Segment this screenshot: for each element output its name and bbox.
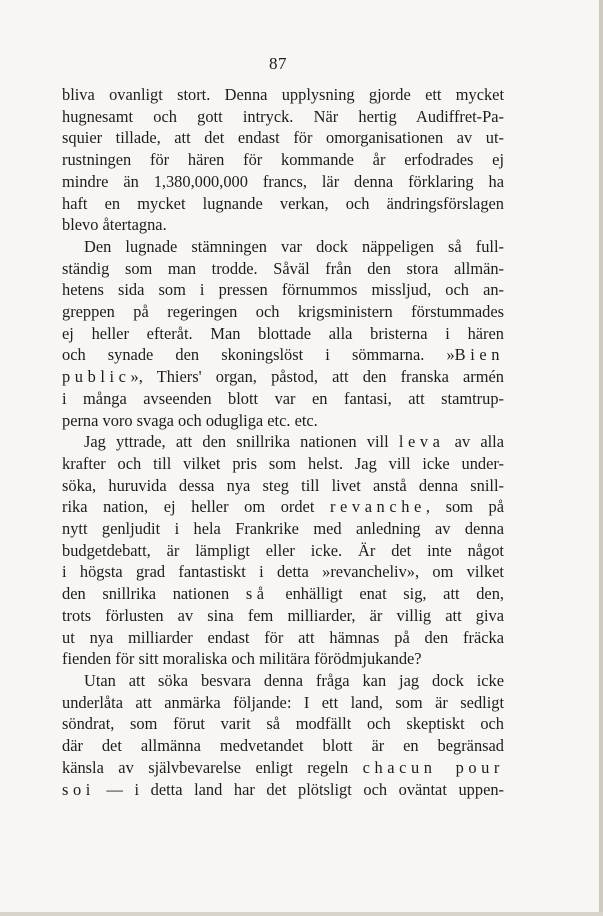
text-run: hetens sida som i pressen förnummos missljud, och an- — [62, 280, 504, 300]
text-run: och synade den skoningslöst i sömmarna. » — [62, 345, 455, 365]
text-run: hugnesamt och gott intryck. När hertig Audiffret-Pa- — [62, 106, 504, 126]
text-line — [62, 692, 504, 714]
text-line — [62, 540, 504, 562]
text-line — [62, 236, 504, 258]
text-line — [62, 627, 504, 649]
page-number: 87 — [269, 54, 287, 73]
text-run: — i detta land har det plötsligt och oväntat uppen- — [94, 779, 504, 799]
text-line — [62, 518, 504, 540]
text-run: greppen på regeringen och krigsministern förstummades — [62, 302, 504, 322]
text-line — [62, 171, 504, 193]
text-line — [62, 410, 504, 432]
text-run: där det allmänna medvetandet blott är en begränsad — [62, 736, 504, 756]
text-run: ständig som man trodde. Såväl från den stora allmän- — [62, 258, 504, 278]
text-run: fienden för sitt moraliska och militära förödmjukande? — [62, 649, 422, 669]
text-run: haft en mycket lugnande verkan, och ändringsförslagen — [62, 193, 504, 213]
text-line — [62, 279, 504, 301]
text-line — [62, 713, 504, 735]
text-line — [62, 344, 504, 366]
text-line — [62, 648, 504, 670]
spaced-emphasis: chacun pour — [362, 757, 504, 777]
text-run: i högsta grad fantastiskt i detta »revancheliv», om vilket — [62, 562, 504, 582]
text-line — [62, 149, 504, 171]
text-line — [62, 214, 504, 236]
text-run: underlåta att anmärka följande: I ett land, som är sedligt — [62, 692, 504, 712]
text-run: söka, huruvida dessa nya steg till livet anstå denna snill- — [62, 475, 504, 495]
text-line — [62, 496, 504, 518]
spaced-emphasis: så — [245, 584, 269, 604]
spaced-emphasis: Bien — [454, 345, 504, 365]
text-line — [62, 583, 504, 605]
text-line — [62, 388, 504, 410]
text-line — [62, 258, 504, 280]
text-line — [62, 779, 504, 801]
page-edge-bottom — [0, 912, 603, 916]
text-line — [62, 106, 504, 128]
text-run: Den lugnade stämningen var dock näppeligen så full- — [84, 236, 504, 256]
text-run: den snillrika nationen — [62, 584, 246, 604]
text-run: trots förlusten av sina fem milliarder, är villig att giva — [62, 605, 504, 625]
text-line — [62, 757, 504, 779]
text-run: i många avseenden blott var en fantasi, att stamtrup- — [62, 388, 504, 408]
text-run: Utan att söka besvara denna fråga kan jag dock icke — [84, 670, 504, 690]
text-run: känsla av självbevarelse enligt regeln — [62, 757, 363, 777]
text-line — [62, 453, 504, 475]
text-run: nytt genljudit i hela Frankrike med anledning av denna — [62, 519, 504, 539]
text-run: rustningen för hären för kommande år erfodrades ej — [62, 150, 504, 170]
text-run: av alla — [444, 432, 505, 452]
text-run: blevo återtagna. — [62, 215, 167, 235]
text-line — [62, 561, 504, 583]
text-line — [62, 127, 504, 149]
text-line — [62, 301, 504, 323]
text-run: , som på — [425, 497, 504, 517]
text-line — [62, 84, 504, 106]
text-line — [62, 475, 504, 497]
text-line — [62, 735, 504, 757]
page-edge-right — [599, 0, 603, 916]
text-line — [62, 670, 504, 692]
spaced-emphasis: public — [62, 367, 131, 387]
text-run: mindre än 1,380,000,000 francs, lär denna förklaring ha — [62, 171, 504, 191]
text-line — [62, 431, 504, 453]
text-run: squier tillade, att det endast för omorganisationen av ut- — [62, 128, 504, 148]
spaced-emphasis: soi — [62, 779, 95, 799]
text-line — [62, 323, 504, 345]
text-run: perna voro svaga och odugliga etc. etc. — [62, 410, 318, 430]
spaced-emphasis: revanche — [329, 497, 426, 517]
text-run: ej heller efteråt. Man blottade alla bristerna i hären — [62, 323, 504, 343]
text-run: », Thiers' organ, påstod, att den franska armén — [130, 367, 504, 387]
text-run: söndrat, som förut varit så modfällt och skeptiskt och — [62, 714, 504, 734]
text-run: bliva ovanligt stort. Denna upplysning gjorde ett mycket — [62, 85, 504, 104]
text-run: enhälligt enat sig, att den, — [268, 584, 504, 604]
text-run: ut nya milliarder endast för att hämnas på den fräcka — [62, 627, 504, 647]
text-run: budgetdebatt, är lämpligt eller icke. Är det inte något — [62, 540, 504, 560]
body-text — [62, 84, 504, 800]
text-line — [62, 366, 504, 388]
text-run: krafter och till vilket pris som helst. Jag vill icke under- — [62, 453, 504, 473]
text-run: rika nation, ej heller om ordet — [62, 497, 330, 517]
spaced-emphasis: leva — [398, 432, 445, 452]
text-line — [62, 605, 504, 627]
text-run: Jag yttrade, att den snillrika nationen vill — [84, 432, 399, 452]
text-line — [62, 193, 504, 215]
